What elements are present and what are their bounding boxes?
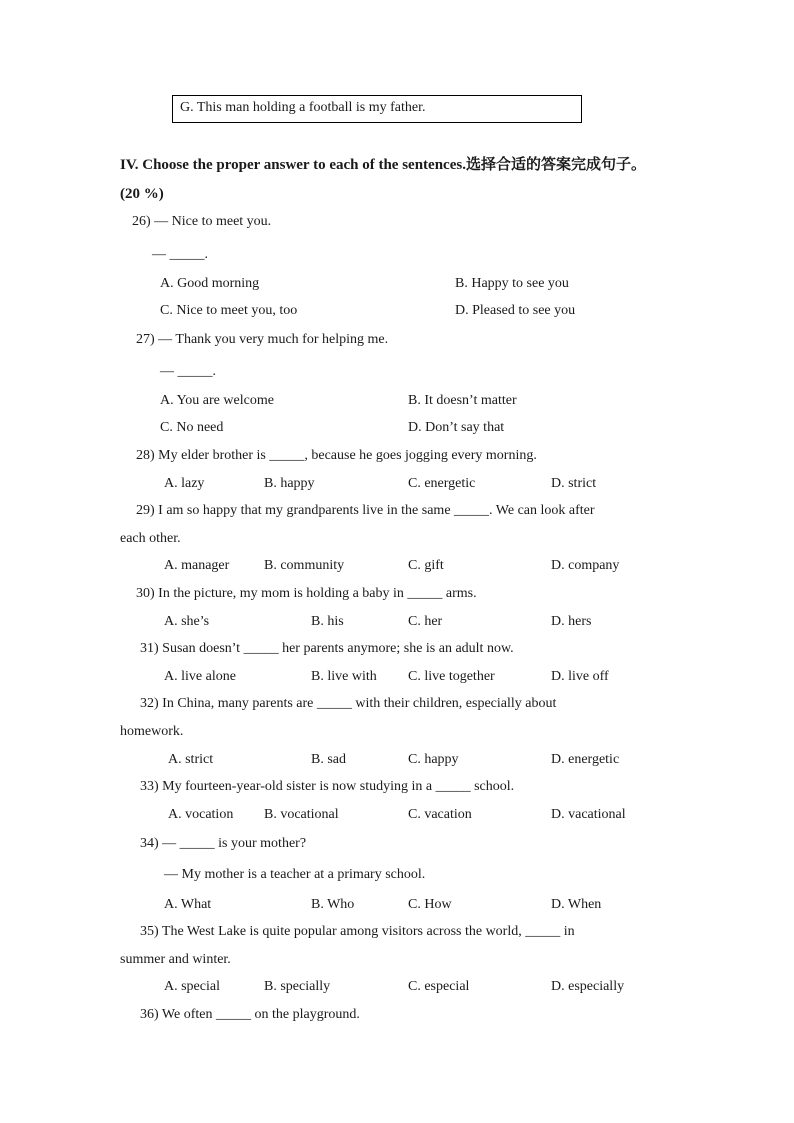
- option: A. special: [164, 979, 220, 994]
- question-stem: 33) My fourteen-year-old sister is now studying in a _____ school.: [140, 779, 515, 794]
- section-title: IV. Choose the proper answer to each of the sentences.: [120, 157, 466, 173]
- question-response: — My mother is a teacher at a primary school.: [164, 867, 426, 882]
- section-score: (20 %): [120, 186, 164, 202]
- option: D. strict: [551, 476, 597, 491]
- section-heading: [120, 155, 646, 174]
- question-stem-continued: each other.: [120, 531, 181, 546]
- option: D. company: [551, 558, 620, 573]
- option: A. lazy: [164, 476, 205, 491]
- option: C. Nice to meet you, too: [160, 303, 298, 318]
- option: A. live alone: [164, 669, 236, 684]
- question-response: — _____.: [160, 364, 216, 379]
- option: B. his: [311, 614, 344, 629]
- question-stem: 36) We often _____ on the playground.: [140, 1007, 360, 1022]
- option: D. live off: [551, 669, 609, 684]
- option: B. live with: [311, 669, 377, 684]
- option: D. energetic: [551, 752, 620, 767]
- option: B. sad: [311, 752, 346, 767]
- option: C. No need: [160, 420, 224, 435]
- option: A. You are welcome: [160, 393, 274, 408]
- option: A. What: [164, 897, 212, 912]
- option: A. she’s: [164, 614, 210, 629]
- option: A. strict: [168, 752, 214, 767]
- question-stem: 31) Susan doesn’t _____ her parents anymore; she is an adult now.: [140, 641, 514, 656]
- option: B. community: [264, 558, 345, 573]
- option: D. Don’t say that: [408, 420, 505, 435]
- question-stem: 30) In the picture, my mom is holding a baby in _____ arms.: [136, 586, 477, 601]
- question-stem-continued: homework.: [120, 724, 184, 739]
- answer-g-box: [172, 95, 582, 123]
- option: B. happy: [264, 476, 315, 491]
- option: A. manager: [164, 558, 230, 573]
- option: D. When: [551, 897, 602, 912]
- option: D. especially: [551, 979, 625, 994]
- question-stem-continued: summer and winter.: [120, 952, 231, 967]
- option: C. gift: [408, 558, 444, 573]
- question-stem: 35) The West Lake is quite popular among visitors across the world, _____ in: [140, 924, 575, 939]
- option: C. happy: [408, 752, 459, 767]
- option: B. specially: [264, 979, 331, 994]
- option: D. Pleased to see you: [455, 303, 576, 318]
- section-title-cn: 选择合适的答案完成句子。: [465, 155, 646, 173]
- question-stem: 26) — Nice to meet you.: [132, 214, 272, 229]
- option: D. hers: [551, 614, 592, 629]
- option: D. vacational: [551, 807, 626, 822]
- question-response: — _____.: [152, 247, 208, 262]
- option: A. Good morning: [160, 276, 260, 291]
- question-stem: 28) My elder brother is _____, because he goes jogging every morning.: [136, 448, 537, 463]
- question-stem: 34) — _____ is your mother?: [140, 836, 307, 851]
- option: B. Happy to see you: [455, 276, 569, 291]
- option: C. How: [408, 897, 452, 912]
- question-stem: 32) In China, many parents are _____ with their children, especially about: [140, 696, 557, 711]
- question-stem: 27) — Thank you very much for helping me.: [136, 332, 389, 347]
- option: C. energetic: [408, 476, 476, 491]
- question-stem: 29) I am so happy that my grandparents live in the same _____. We can look after: [136, 503, 595, 518]
- answer-g-text: G. This man holding a football is my father.: [180, 100, 426, 115]
- option: B. It doesn’t matter: [408, 393, 517, 408]
- option: B. Who: [311, 897, 355, 912]
- option: C. her: [408, 614, 443, 629]
- option: A. vocation: [168, 807, 234, 822]
- option: C. live together: [408, 669, 495, 684]
- option: C. especial: [408, 979, 470, 994]
- option: C. vacation: [408, 807, 472, 822]
- option: B. vocational: [264, 807, 339, 822]
